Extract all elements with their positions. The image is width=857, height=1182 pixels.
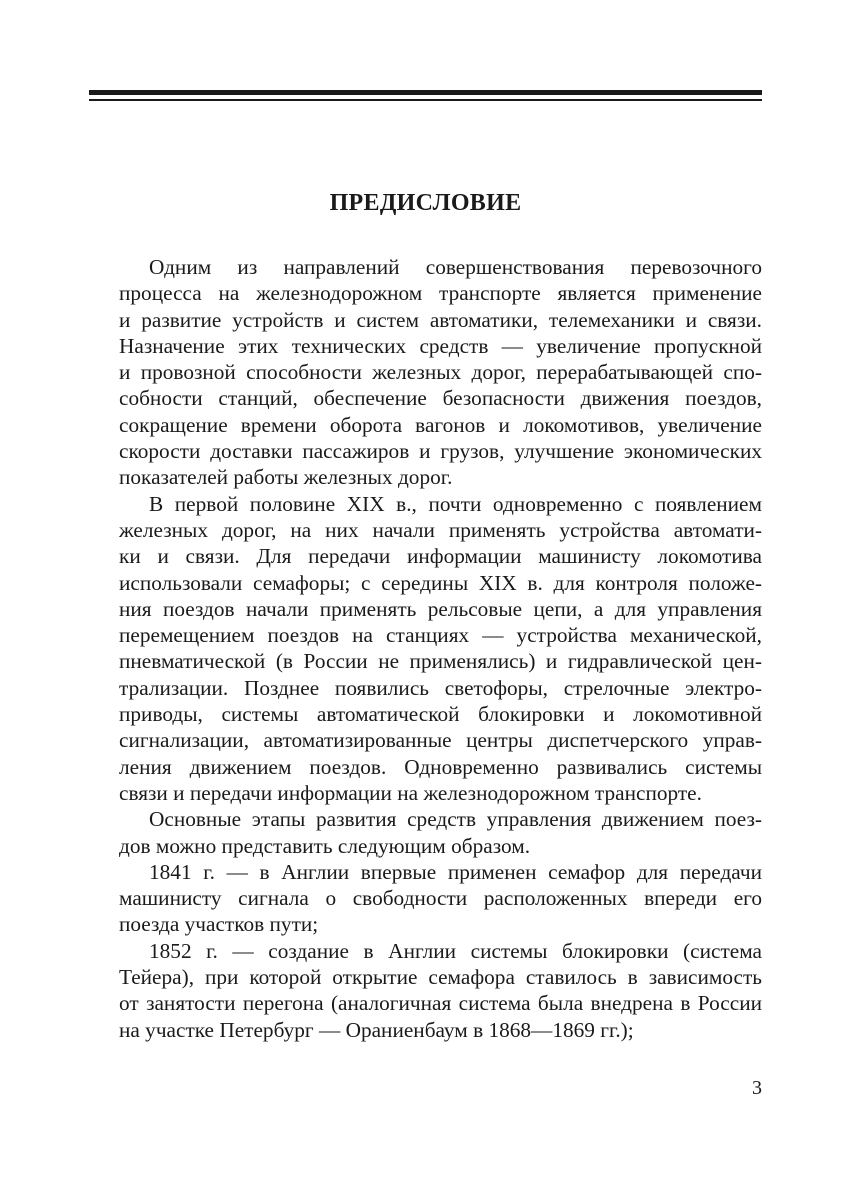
paragraph-2 xyxy=(89,491,762,807)
text-line: машинисту сигнала о свободности расположенных впереди его xyxy=(119,886,762,911)
paragraph-5 xyxy=(89,938,762,1043)
text-line: сокращение времени оборота вагонов и локомотивов, увеличение xyxy=(119,412,762,437)
text-line: ления движением поездов. Одновременно развивались системы xyxy=(119,754,762,779)
paragraph-4 xyxy=(89,859,762,938)
header-rule-thick xyxy=(89,90,762,95)
text-line: на участке Петербург — Ораниенбаум в 1868—1869 гг.); xyxy=(119,1017,634,1042)
text-line: пневматической (в России не применялись) и гидравлической цен- xyxy=(119,649,762,674)
text-line: ки и связи. Для передачи информации машинисту локомотива xyxy=(119,544,762,569)
text-line: Основные этапы развития средств управления движением поез- xyxy=(149,807,762,832)
text-line: 1841 г. — в Англии впервые применен семафор для передачи xyxy=(149,859,762,884)
text-line: связи и передачи информации на железнодорожном транспорте. xyxy=(119,780,702,805)
paragraph-1 xyxy=(89,254,762,491)
paragraph-3 xyxy=(89,806,762,859)
text-line: и провозной способности железных дорог, перерабатывающей спо- xyxy=(119,360,762,385)
page-title: ПРЕДИСЛОВИЕ xyxy=(329,190,522,216)
text-line: поезда участков пути; xyxy=(119,912,319,937)
text-line: Одним из направлений совершенствования перевозочного xyxy=(149,255,762,279)
text-line: и развитие устройств и систем автоматики, телемеханики и связи. xyxy=(119,307,762,332)
page-number: 3 xyxy=(752,1077,762,1099)
text-line: железных дорог, на них начали применять устройства автомати- xyxy=(119,517,762,542)
text-line: Тейера), при которой открытие семафора ставилось в зависимость xyxy=(119,965,762,990)
text-line: В первой половине XIX в., почти одновременно с появлением xyxy=(149,491,762,516)
text-line: скорости доставки пассажиров и грузов, улучшение экономических xyxy=(119,439,762,464)
body-text xyxy=(89,254,762,1043)
text-line: процесса на железнодорожном транспорте является применение xyxy=(119,281,762,306)
text-line: собности станций, обеспечение безопасности движения поездов, xyxy=(119,386,762,411)
text-line: сигнализации, автоматизированные центры диспетчерского управ- xyxy=(119,728,762,753)
text-line: трализации. Позднее появились светофоры, стрелочные электро- xyxy=(119,675,762,700)
text-line: ния поездов начали применять рельсовые цепи, а для управления xyxy=(119,596,762,621)
text-line: использовали семафоры; с середины XIX в. для контроля положе- xyxy=(119,570,762,595)
text-line: показателей работы железных дорог. xyxy=(119,465,453,490)
text-line: Назначение этих технических средств — увеличение пропускной xyxy=(119,333,762,358)
text-line: 1852 г. — создание в Англии системы блокировки (система xyxy=(149,938,762,963)
text-line: дов можно представить следующим образом. xyxy=(119,833,531,858)
text-line: перемещением поездов на станциях — устройства механической, xyxy=(119,623,762,648)
text-line: от занятости перегона (аналогичная система была внедрена в России xyxy=(119,991,762,1016)
text-line: приводы, системы автоматической блокировки и локомотивной xyxy=(119,702,762,727)
header-rule-thin xyxy=(89,99,762,101)
